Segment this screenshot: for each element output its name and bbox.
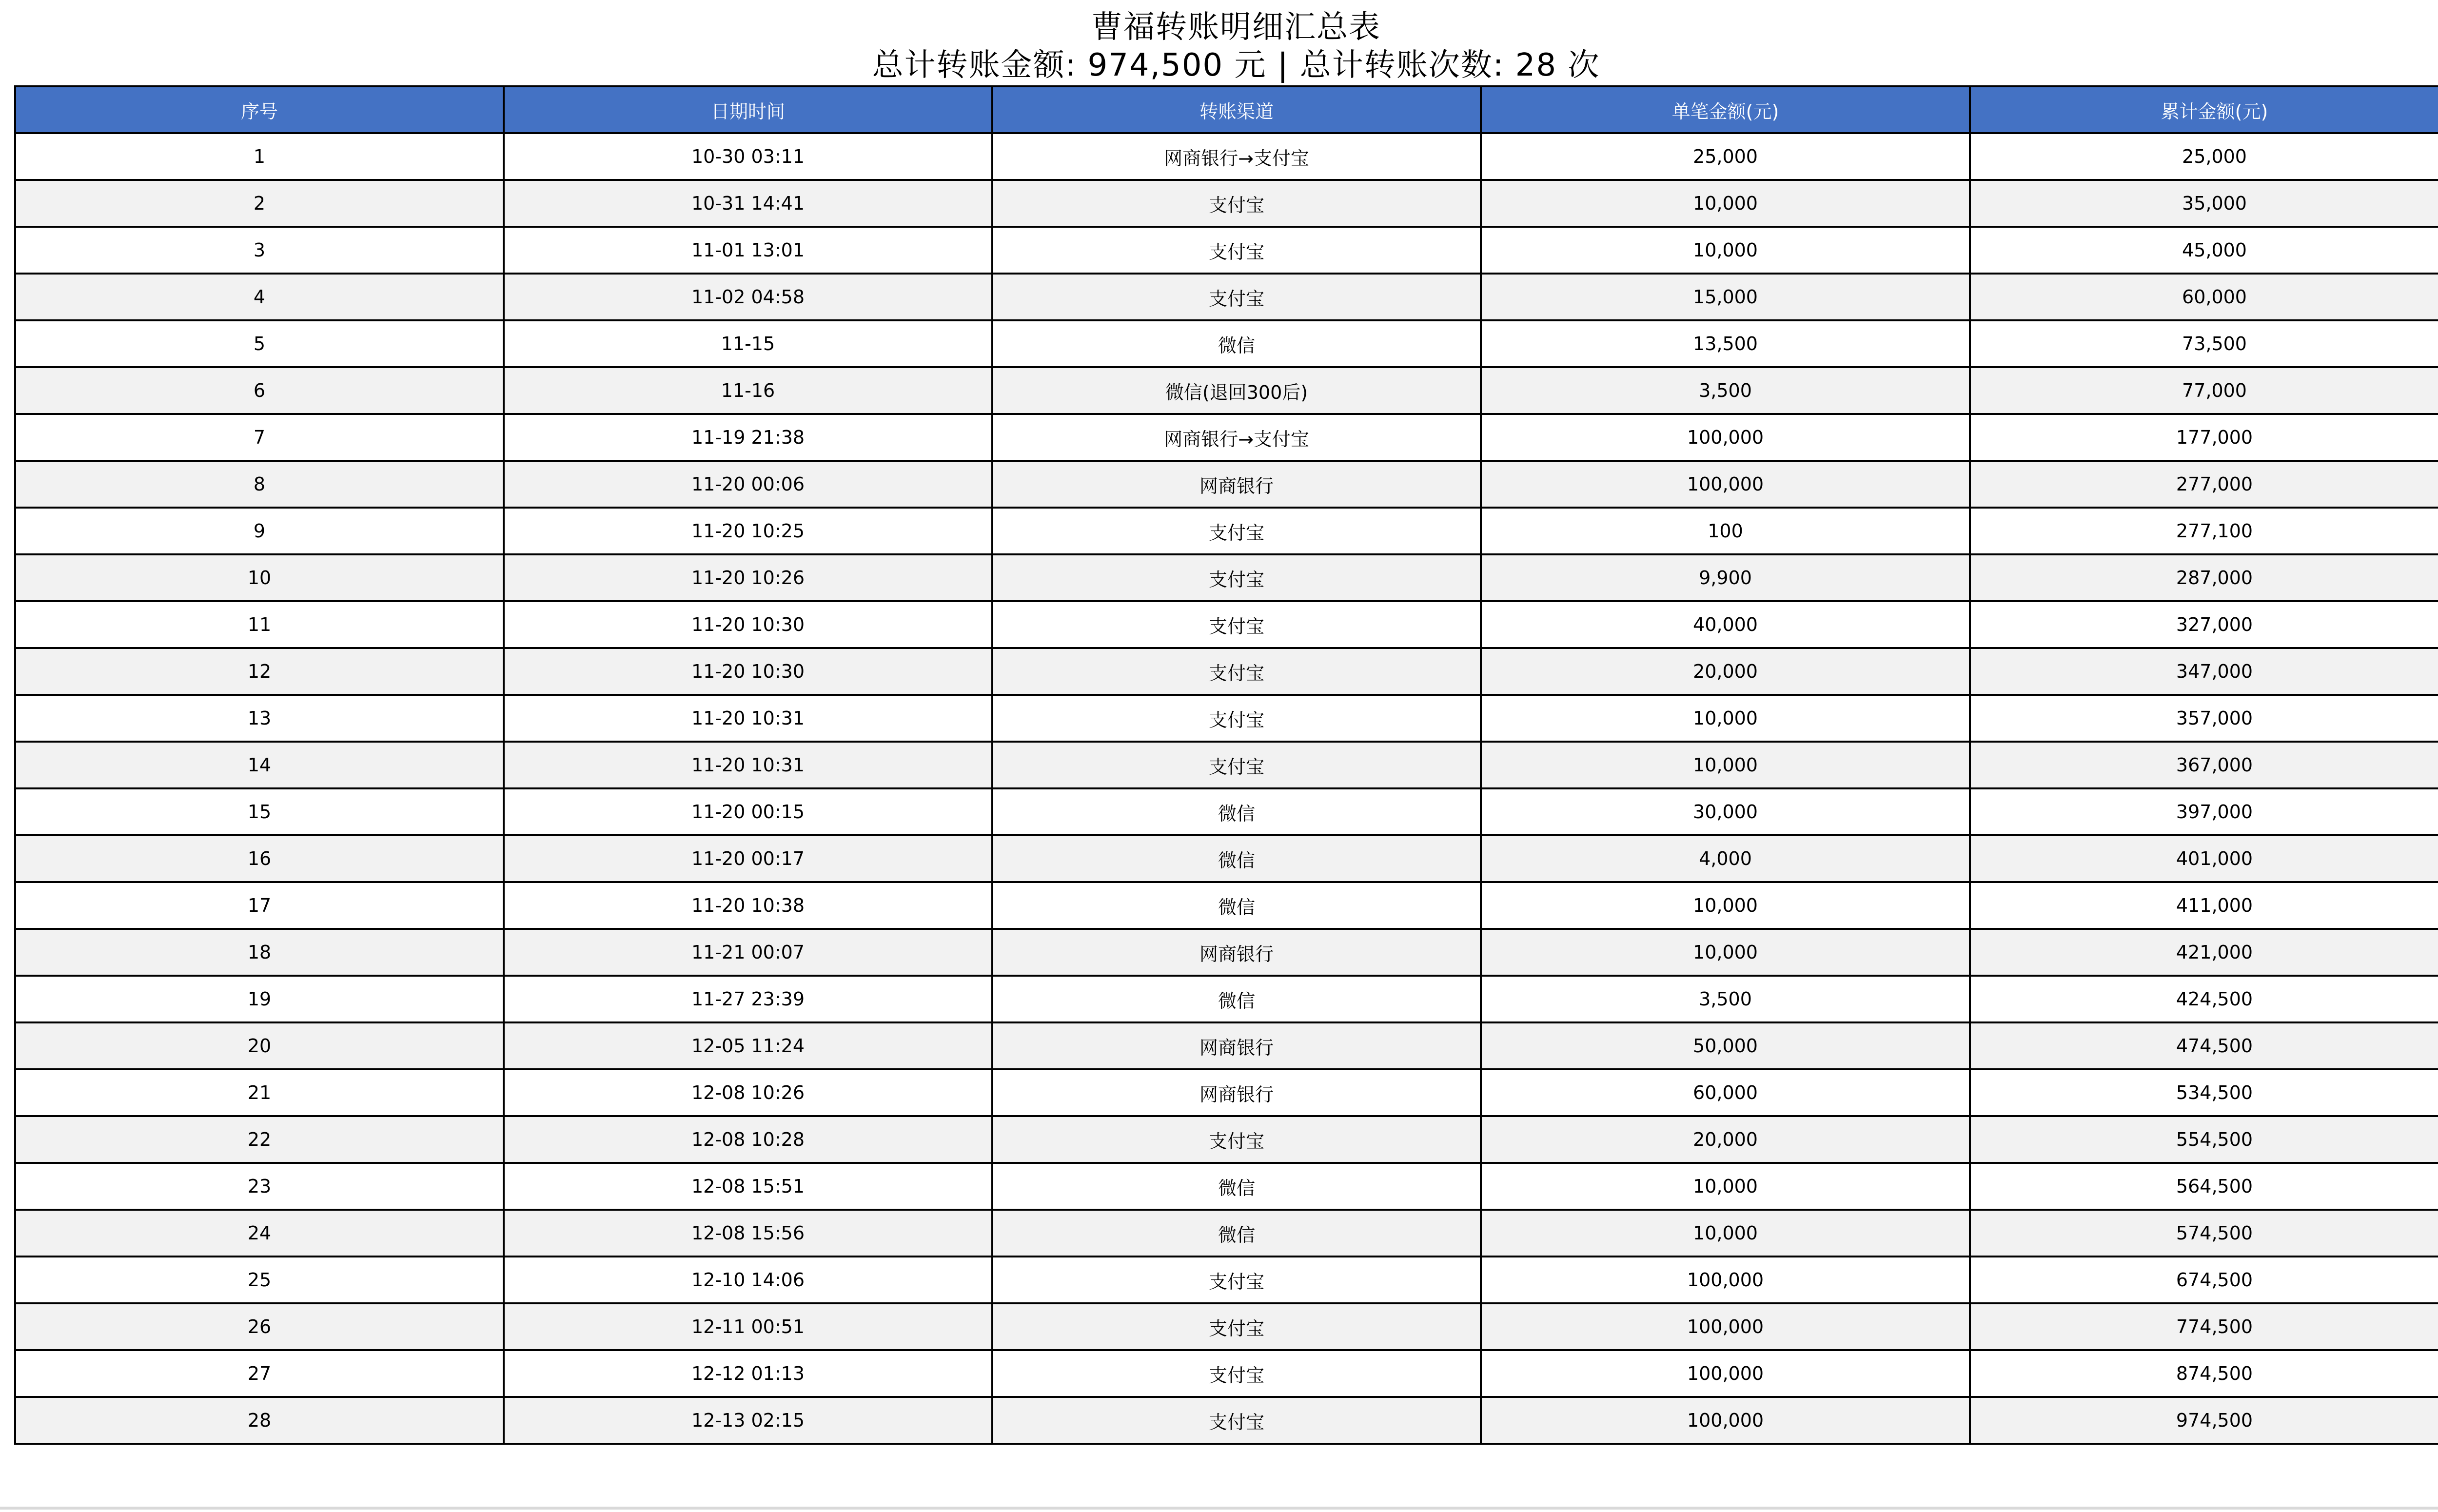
cell-datetime: 11-27 23:39 bbox=[504, 976, 992, 1022]
cell-cumulative: 534,500 bbox=[1970, 1069, 2438, 1116]
cell-datetime: 11-20 10:30 bbox=[504, 648, 992, 695]
cell-amount: 20,000 bbox=[1481, 1116, 1970, 1163]
cell-channel: 网商银行→支付宝 bbox=[992, 414, 1481, 461]
cell-amount: 9,900 bbox=[1481, 554, 1970, 601]
cell-cumulative: 45,000 bbox=[1970, 227, 2438, 274]
table-row bbox=[15, 1257, 2438, 1303]
cell-channel: 网商银行 bbox=[992, 1069, 1481, 1116]
cell-index: 15 bbox=[15, 788, 504, 835]
column-header-index: 序号 bbox=[15, 86, 504, 133]
cell-cumulative: 424,500 bbox=[1970, 976, 2438, 1022]
table-title: 曹福转账明细汇总表 bbox=[1091, 9, 1381, 45]
cell-datetime: 11-20 10:26 bbox=[504, 554, 992, 601]
cell-datetime: 11-20 00:06 bbox=[504, 461, 992, 508]
cell-channel: 支付宝 bbox=[992, 180, 1481, 227]
cell-amount: 100,000 bbox=[1481, 1257, 1970, 1303]
cell-channel: 支付宝 bbox=[992, 1303, 1481, 1350]
transfer-table bbox=[14, 85, 2438, 1445]
table-row bbox=[15, 601, 2438, 648]
cell-index: 2 bbox=[15, 180, 504, 227]
cell-datetime: 11-15 bbox=[504, 320, 992, 367]
cell-channel: 支付宝 bbox=[992, 1350, 1481, 1397]
cell-index: 13 bbox=[15, 695, 504, 742]
cell-datetime: 11-20 10:25 bbox=[504, 508, 992, 554]
column-header-amount: 单笔金额(元) bbox=[1481, 86, 1970, 133]
cell-channel: 支付宝 bbox=[992, 695, 1481, 742]
cell-cumulative: 35,000 bbox=[1970, 180, 2438, 227]
cell-amount: 20,000 bbox=[1481, 648, 1970, 695]
cell-channel: 微信 bbox=[992, 882, 1481, 929]
table-subtitle: 总计转账金额: 974,500 元 | 总计转账次数: 28 次 bbox=[872, 47, 1600, 83]
table-row bbox=[15, 133, 2438, 180]
cell-cumulative: 327,000 bbox=[1970, 601, 2438, 648]
table-row bbox=[15, 414, 2438, 461]
cell-index: 3 bbox=[15, 227, 504, 274]
cell-index: 10 bbox=[15, 554, 504, 601]
cell-amount: 4,000 bbox=[1481, 835, 1970, 882]
table-row bbox=[15, 1210, 2438, 1257]
cell-cumulative: 774,500 bbox=[1970, 1303, 2438, 1350]
cell-cumulative: 421,000 bbox=[1970, 929, 2438, 976]
cell-amount: 40,000 bbox=[1481, 601, 1970, 648]
cell-cumulative: 25,000 bbox=[1970, 133, 2438, 180]
table-row bbox=[15, 742, 2438, 788]
cell-cumulative: 574,500 bbox=[1970, 1210, 2438, 1257]
cell-index: 20 bbox=[15, 1022, 504, 1069]
cell-datetime: 11-20 10:30 bbox=[504, 601, 992, 648]
cell-cumulative: 60,000 bbox=[1970, 274, 2438, 320]
cell-datetime: 12-08 10:28 bbox=[504, 1116, 992, 1163]
cell-cumulative: 347,000 bbox=[1970, 648, 2438, 695]
table-row bbox=[15, 227, 2438, 274]
title-block bbox=[0, 0, 2438, 85]
table-row bbox=[15, 882, 2438, 929]
cell-amount: 50,000 bbox=[1481, 1022, 1970, 1069]
cell-index: 14 bbox=[15, 742, 504, 788]
cell-amount: 100,000 bbox=[1481, 1303, 1970, 1350]
table-row bbox=[15, 554, 2438, 601]
cell-channel: 支付宝 bbox=[992, 742, 1481, 788]
table-row bbox=[15, 461, 2438, 508]
cell-channel: 支付宝 bbox=[992, 274, 1481, 320]
cell-cumulative: 401,000 bbox=[1970, 835, 2438, 882]
cell-amount: 100,000 bbox=[1481, 461, 1970, 508]
table-row bbox=[15, 929, 2438, 976]
cell-amount: 10,000 bbox=[1481, 929, 1970, 976]
bottom-divider bbox=[0, 1507, 2438, 1510]
cell-index: 25 bbox=[15, 1257, 504, 1303]
cell-amount: 60,000 bbox=[1481, 1069, 1970, 1116]
cell-datetime: 12-05 11:24 bbox=[504, 1022, 992, 1069]
cell-channel: 支付宝 bbox=[992, 1257, 1481, 1303]
cell-channel: 网商银行→支付宝 bbox=[992, 133, 1481, 180]
cell-datetime: 11-02 04:58 bbox=[504, 274, 992, 320]
cell-index: 12 bbox=[15, 648, 504, 695]
cell-channel: 微信(退回300后) bbox=[992, 367, 1481, 414]
cell-channel: 支付宝 bbox=[992, 554, 1481, 601]
cell-amount: 10,000 bbox=[1481, 742, 1970, 788]
column-header-datetime: 日期时间 bbox=[504, 86, 992, 133]
cell-channel: 支付宝 bbox=[992, 1116, 1481, 1163]
table-row bbox=[15, 1116, 2438, 1163]
table-row bbox=[15, 320, 2438, 367]
cell-datetime: 10-31 14:41 bbox=[504, 180, 992, 227]
cell-channel: 支付宝 bbox=[992, 508, 1481, 554]
cell-index: 4 bbox=[15, 274, 504, 320]
cell-amount: 25,000 bbox=[1481, 133, 1970, 180]
cell-index: 24 bbox=[15, 1210, 504, 1257]
cell-datetime: 12-13 02:15 bbox=[504, 1397, 992, 1444]
cell-cumulative: 177,000 bbox=[1970, 414, 2438, 461]
cell-index: 1 bbox=[15, 133, 504, 180]
header-row bbox=[15, 86, 2438, 133]
cell-index: 9 bbox=[15, 508, 504, 554]
cell-channel: 微信 bbox=[992, 788, 1481, 835]
cell-amount: 100,000 bbox=[1481, 414, 1970, 461]
table-row bbox=[15, 1163, 2438, 1210]
cell-channel: 支付宝 bbox=[992, 601, 1481, 648]
cell-channel: 微信 bbox=[992, 835, 1481, 882]
table-body bbox=[15, 133, 2438, 1444]
cell-amount: 3,500 bbox=[1481, 367, 1970, 414]
cell-index: 28 bbox=[15, 1397, 504, 1444]
cell-cumulative: 357,000 bbox=[1970, 695, 2438, 742]
cell-amount: 10,000 bbox=[1481, 1163, 1970, 1210]
column-header-cumulative: 累计金额(元) bbox=[1970, 86, 2438, 133]
cell-cumulative: 564,500 bbox=[1970, 1163, 2438, 1210]
table-row bbox=[15, 367, 2438, 414]
cell-datetime: 11-21 00:07 bbox=[504, 929, 992, 976]
cell-amount: 100,000 bbox=[1481, 1350, 1970, 1397]
cell-datetime: 12-11 00:51 bbox=[504, 1303, 992, 1350]
cell-amount: 10,000 bbox=[1481, 180, 1970, 227]
cell-datetime: 11-16 bbox=[504, 367, 992, 414]
table-row bbox=[15, 648, 2438, 695]
table-row bbox=[15, 976, 2438, 1022]
cell-datetime: 12-08 15:51 bbox=[504, 1163, 992, 1210]
cell-index: 21 bbox=[15, 1069, 504, 1116]
cell-datetime: 11-01 13:01 bbox=[504, 227, 992, 274]
table-row bbox=[15, 788, 2438, 835]
cell-channel: 微信 bbox=[992, 1163, 1481, 1210]
cell-cumulative: 287,000 bbox=[1970, 554, 2438, 601]
cell-index: 11 bbox=[15, 601, 504, 648]
cell-channel: 微信 bbox=[992, 320, 1481, 367]
cell-amount: 15,000 bbox=[1481, 274, 1970, 320]
cell-index: 18 bbox=[15, 929, 504, 976]
table-row bbox=[15, 1069, 2438, 1116]
table-header bbox=[15, 86, 2438, 133]
cell-amount: 30,000 bbox=[1481, 788, 1970, 835]
cell-channel: 支付宝 bbox=[992, 648, 1481, 695]
cell-datetime: 10-30 03:11 bbox=[504, 133, 992, 180]
cell-datetime: 11-20 10:31 bbox=[504, 742, 992, 788]
cell-amount: 100 bbox=[1481, 508, 1970, 554]
cell-cumulative: 554,500 bbox=[1970, 1116, 2438, 1163]
cell-index: 7 bbox=[15, 414, 504, 461]
cell-datetime: 12-10 14:06 bbox=[504, 1257, 992, 1303]
table-row bbox=[15, 180, 2438, 227]
cell-amount: 10,000 bbox=[1481, 882, 1970, 929]
cell-index: 26 bbox=[15, 1303, 504, 1350]
table-row bbox=[15, 508, 2438, 554]
cell-datetime: 11-19 21:38 bbox=[504, 414, 992, 461]
cell-channel: 支付宝 bbox=[992, 1397, 1481, 1444]
table-row bbox=[15, 1022, 2438, 1069]
cell-index: 23 bbox=[15, 1163, 504, 1210]
cell-cumulative: 73,500 bbox=[1970, 320, 2438, 367]
cell-datetime: 11-20 00:15 bbox=[504, 788, 992, 835]
cell-cumulative: 974,500 bbox=[1970, 1397, 2438, 1444]
cell-cumulative: 277,100 bbox=[1970, 508, 2438, 554]
table-row bbox=[15, 1303, 2438, 1350]
cell-datetime: 11-20 00:17 bbox=[504, 835, 992, 882]
cell-amount: 3,500 bbox=[1481, 976, 1970, 1022]
cell-index: 27 bbox=[15, 1350, 504, 1397]
cell-index: 8 bbox=[15, 461, 504, 508]
cell-cumulative: 474,500 bbox=[1970, 1022, 2438, 1069]
cell-channel: 微信 bbox=[992, 1210, 1481, 1257]
cell-datetime: 12-08 15:56 bbox=[504, 1210, 992, 1257]
cell-channel: 微信 bbox=[992, 976, 1481, 1022]
cell-amount: 10,000 bbox=[1481, 695, 1970, 742]
cell-datetime: 11-20 10:38 bbox=[504, 882, 992, 929]
table-row bbox=[15, 1350, 2438, 1397]
cell-cumulative: 77,000 bbox=[1970, 367, 2438, 414]
cell-channel: 网商银行 bbox=[992, 929, 1481, 976]
cell-datetime: 11-20 10:31 bbox=[504, 695, 992, 742]
cell-datetime: 12-12 01:13 bbox=[504, 1350, 992, 1397]
cell-index: 5 bbox=[15, 320, 504, 367]
cell-amount: 13,500 bbox=[1481, 320, 1970, 367]
table-row bbox=[15, 835, 2438, 882]
table-row bbox=[15, 1397, 2438, 1444]
cell-cumulative: 367,000 bbox=[1970, 742, 2438, 788]
table-row bbox=[15, 695, 2438, 742]
cell-amount: 100,000 bbox=[1481, 1397, 1970, 1444]
table-row bbox=[15, 274, 2438, 320]
cell-cumulative: 411,000 bbox=[1970, 882, 2438, 929]
cell-index: 6 bbox=[15, 367, 504, 414]
cell-index: 22 bbox=[15, 1116, 504, 1163]
cell-cumulative: 277,000 bbox=[1970, 461, 2438, 508]
cell-cumulative: 874,500 bbox=[1970, 1350, 2438, 1397]
cell-index: 17 bbox=[15, 882, 504, 929]
column-header-channel: 转账渠道 bbox=[992, 86, 1481, 133]
cell-channel: 网商银行 bbox=[992, 1022, 1481, 1069]
cell-channel: 支付宝 bbox=[992, 227, 1481, 274]
cell-index: 19 bbox=[15, 976, 504, 1022]
cell-index: 16 bbox=[15, 835, 504, 882]
cell-datetime: 12-08 10:26 bbox=[504, 1069, 992, 1116]
cell-channel: 网商银行 bbox=[992, 461, 1481, 508]
cell-cumulative: 674,500 bbox=[1970, 1257, 2438, 1303]
cell-amount: 10,000 bbox=[1481, 227, 1970, 274]
cell-cumulative: 397,000 bbox=[1970, 788, 2438, 835]
cell-amount: 10,000 bbox=[1481, 1210, 1970, 1257]
